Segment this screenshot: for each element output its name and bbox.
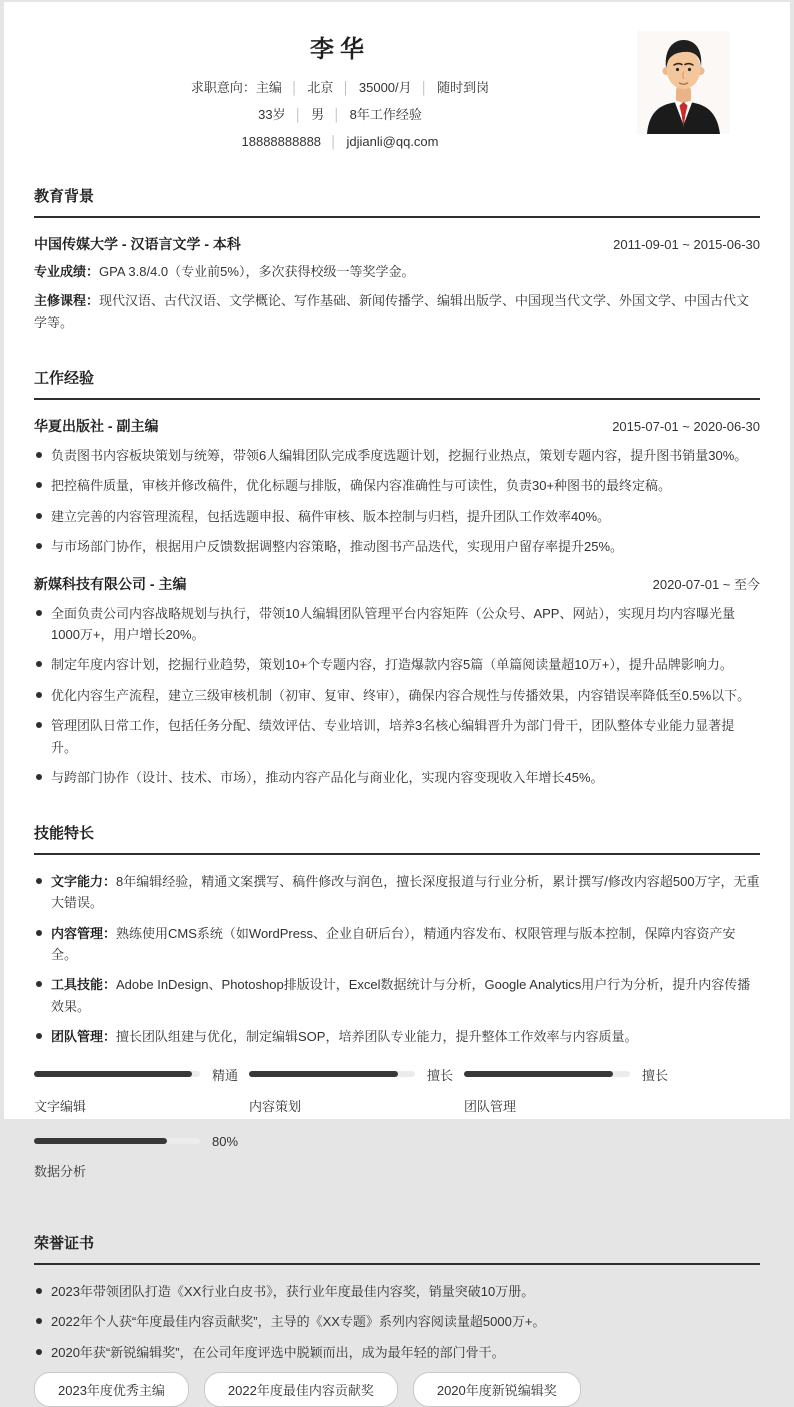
separator: │ (420, 81, 429, 95)
bullet-item (34, 871, 760, 914)
honor-tag: 2020年度新锐编辑奖 (413, 1372, 581, 1407)
bullet-item: 建立完善的内容管理流程，包括选题申报、稿件审核、版本控制与归档，提升团队工作效率40%。 (34, 506, 760, 527)
separator: │ (294, 108, 303, 123)
skill-level-label: 擅长 (427, 1067, 454, 1083)
courses-text: 现代汉语、古代汉语、文学概论、写作基础、新闻传播学、编辑出版学、中国现当代文学、外国文学、中国古代文学等。 (34, 292, 750, 330)
male-portrait-avatar-icon (637, 31, 730, 134)
skill-name: 文字编辑 (34, 1098, 87, 1114)
skill-name: 团队管理 (464, 1098, 517, 1114)
education-date-range: 2011-09-01 ~ 2015-06-30 (613, 236, 760, 252)
skill-bar-track (34, 1138, 200, 1144)
skill-label: 工具技能： (51, 977, 117, 993)
honor-tag: 2022年度最佳内容贡献奖 (204, 1372, 398, 1407)
skill-bar-fill (249, 1071, 398, 1077)
skill-level-label: 精通 (212, 1067, 239, 1083)
skill-label: 内容管理： (51, 925, 117, 941)
skill-bar-row (34, 1065, 249, 1084)
skill-bar-fill (34, 1138, 167, 1144)
job-bullets (34, 603, 760, 789)
section-honors (34, 1232, 760, 1407)
section-skills (34, 822, 760, 1199)
bullet-item: 优化内容生产流程，建立三级审核机制（初审、复审、终审），确保内容合规性与传播效果，内容错误率降低至0.5%以下。 (34, 685, 760, 706)
intent-position: 主编 (255, 80, 282, 95)
separator: │ (330, 135, 338, 150)
section-title-honors: 荣誉证书 (34, 1232, 760, 1265)
bullet-item: 全面负责公司内容战略规划与执行，带领10人编辑团队管理平台内容矩阵（公众号、APP、网站），实现月均内容曝光量1000万+，用户增长20%。 (34, 603, 760, 646)
candidate-name: 李华 (310, 36, 370, 63)
skill-bar-fill (464, 1071, 613, 1077)
school-major-degree: 中国传媒大学 - 汉语言文学 - 本科 (34, 235, 241, 252)
skill-bullets (34, 871, 760, 1048)
skill-bar-fill (34, 1071, 192, 1077)
skill-bar-item (34, 1065, 249, 1115)
job-date-range: 2020-07-01 ~ 至今 (652, 576, 760, 592)
company-position: 新媒科技有限公司 - 主编 (34, 575, 187, 592)
honor-bullets (34, 1281, 760, 1363)
job-intention-line (34, 79, 646, 97)
skill-text: 擅长团队组建与优化，制定编辑SOP，培养团队专业能力，提升整体工作效率与内容质量。 (116, 1029, 638, 1045)
resume-page (4, 2, 790, 1399)
intent-label: 求职意向： (190, 80, 256, 95)
age: 33岁 (258, 107, 286, 123)
gpa-label: 专业成绩： (34, 263, 100, 279)
email-address: jdjianli@qq.com (346, 134, 439, 150)
bullet-item: 2023年带领团队打造《XX行业白皮书》，获行业年度最佳内容奖，销量突破10万册。 (34, 1281, 760, 1302)
job-bullets (34, 445, 760, 558)
honor-tags (34, 1372, 760, 1407)
skill-name: 内容策划 (249, 1098, 302, 1114)
skill-name: 数据分析 (34, 1163, 87, 1179)
skill-label: 团队管理： (51, 1029, 117, 1045)
skill-bar-row (464, 1065, 679, 1084)
bullet-item (34, 974, 760, 1017)
skill-text: 8年编辑经验，精通文案撰写、稿件修改与润色，擅长深度报道与行业分析，累计撰写/修改内容超500万字，无重大错误。 (51, 873, 760, 911)
resume-header (34, 29, 760, 152)
skill-level-label: 擅长 (642, 1067, 669, 1083)
courses-row (34, 290, 760, 334)
separator: │ (333, 108, 341, 123)
job-date-range: 2015-07-01 ~ 2020-06-30 (612, 418, 760, 434)
skill-bar-row (249, 1065, 464, 1084)
skill-bar-item (34, 1134, 249, 1180)
bullet-item: 把控稿件质量，审核并修改稿件，优化标题与排版，确保内容准确性与可读性，负责30+种图书的最终定稿。 (34, 475, 760, 496)
bullet-item: 管理团队日常工作，包括任务分配、绩效评估、专业培训，培养3名核心编辑晋升为部门骨干，团队整体专业能力显著提升。 (34, 715, 760, 758)
bullet-item (34, 1026, 760, 1047)
job-entry (34, 574, 760, 789)
gpa-row (34, 261, 760, 283)
skill-bar-track (464, 1071, 630, 1077)
skill-text: Adobe InDesign、Photoshop排版设计，Excel数据统计与分析，Google Analytics用户行为分析，提升内容传播效果。 (51, 977, 751, 1014)
skill-text: 熟练使用CMS系统（如WordPress、企业自研后台），精通内容发布、权限管理与版本控制，保障内容资产安全。 (51, 925, 736, 962)
skill-level-label: 80% (212, 1133, 239, 1149)
gpa-text: GPA 3.8/4.0（专业前5%），多次获得校级一等奖学金。 (99, 263, 415, 279)
skill-bar-track (34, 1071, 200, 1077)
section-experience (34, 367, 760, 789)
job-entry-head (34, 416, 760, 436)
section-education (34, 185, 760, 334)
bullet-item: 2022年个人获“年度最佳内容贡献奖”，主导的《XX专题》系列内容阅读量超5000万+。 (34, 1311, 760, 1332)
company-position: 华夏出版社 - 副主编 (34, 417, 159, 434)
skill-bar-track (249, 1071, 415, 1077)
profile-photo (637, 31, 730, 134)
skill-bar-item (464, 1065, 679, 1115)
bullet-item: 2020年获“新锐编辑奖”，在公司年度评选中脱颖而出，成为最年轻的部门骨干。 (34, 1342, 760, 1363)
intent-availability: 随时到岗 (437, 80, 490, 95)
phone-number: 18888888888 (241, 134, 322, 150)
job-entry (34, 416, 760, 558)
bullet-item: 制定年度内容计划，挖掘行业趋势，策划10+个专题内容，打造爆款内容5篇（单篇阅读量超10万+），提升品牌影响力。 (34, 654, 760, 675)
skill-label: 文字能力： (51, 873, 117, 889)
section-title-education: 教育背景 (34, 185, 760, 218)
intent-city: 北京 (307, 80, 334, 95)
education-entry-head (34, 234, 760, 254)
separator: │ (290, 81, 299, 95)
courses-label: 主修课程： (34, 292, 100, 308)
skill-bars (34, 1065, 760, 1199)
intent-salary: 35000/月 (358, 80, 412, 95)
section-title-skills: 技能特长 (34, 822, 760, 855)
contact-line (34, 133, 646, 151)
bullet-item: 负责图书内容板块策划与统筹，带领6人编辑团队完成季度选题计划，挖掘行业热点，策划专题内容，提升图书销量30%。 (34, 445, 760, 466)
honor-tag: 2023年度优秀主编 (34, 1372, 189, 1407)
gender: 男 (311, 107, 325, 123)
personal-info-line (34, 106, 646, 124)
experience-years: 8年工作经验 (349, 107, 422, 123)
bullet-item: 与市场部门协作，根据用户反馈数据调整内容策略，推动图书产品迭代，实现用户留存率提升25%。 (34, 536, 760, 557)
job-entry-head (34, 574, 760, 594)
resume-content (4, 2, 790, 1407)
header-text-block (34, 29, 646, 152)
skill-bar-item (249, 1065, 464, 1115)
section-title-experience: 工作经验 (34, 367, 760, 400)
bullet-item: 与跨部门协作（设计、技术、市场），推动内容产品化与商业化，实现内容变现收入年增长45%。 (34, 767, 760, 788)
skill-bar-row (34, 1134, 249, 1149)
bullet-item (34, 923, 760, 966)
separator: │ (342, 81, 350, 95)
